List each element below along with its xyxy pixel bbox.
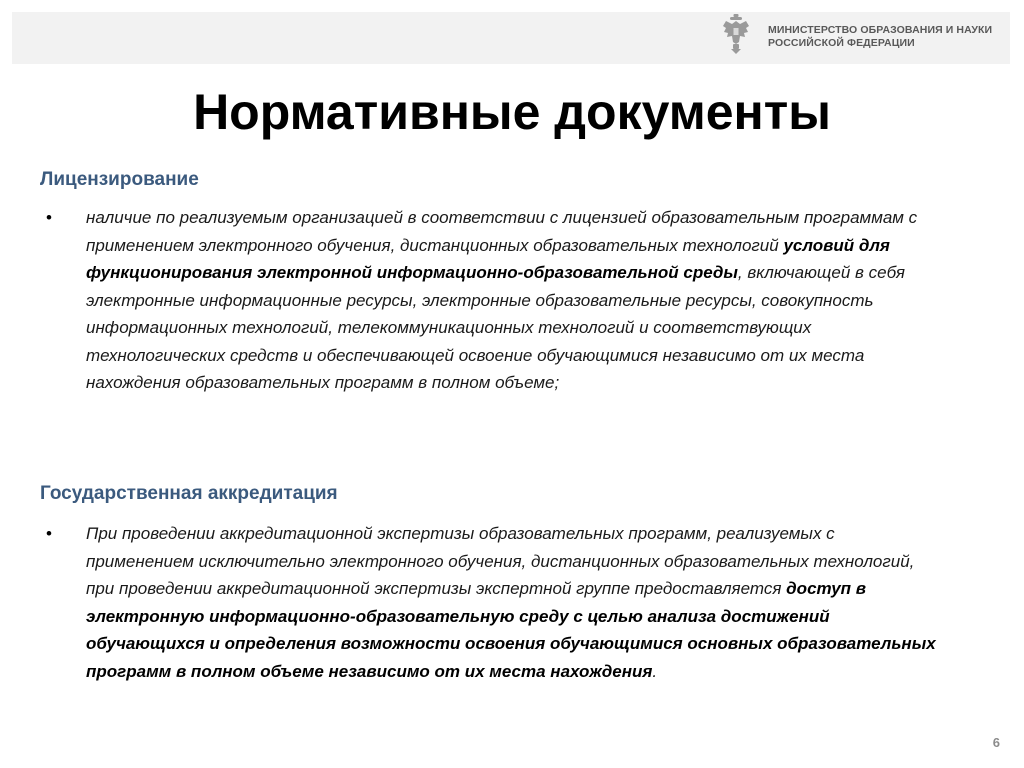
bullet-text-accreditation-part2: . bbox=[652, 661, 658, 681]
slide-title: Нормативные документы bbox=[193, 84, 831, 140]
bullet-dot-icon: • bbox=[46, 524, 52, 543]
double-headed-eagle-emblem-icon bbox=[722, 14, 750, 54]
bullet-text-licensing-part1: наличие по реализуемым организацией в соответствии с лицензией образовательным программам с применением электронного обучения, дистанционных образовательных технологий bbox=[86, 208, 918, 255]
bullet-text-licensing-emphasis: условий для функционирования электронной информационно-образовательной среды bbox=[86, 235, 890, 282]
ministry-name-line1: МИНИСТЕРСТВО ОБРАЗОВАНИЯ И НАУКИ bbox=[768, 24, 993, 36]
bullet-text-accreditation bbox=[86, 520, 946, 685]
bullet-text-licensing bbox=[86, 204, 946, 397]
bullet-item-accreditation bbox=[46, 520, 946, 685]
bullet-text-accreditation-emphasis: доступ в электронную информационно-образовательную среду с целью анализа достижений обучающихся и определения возможности освоения обучающимися основных образовательных программ в полном объеме независимо от их места нахождения bbox=[86, 579, 936, 681]
bullet-dot-icon: • bbox=[46, 208, 52, 227]
bullet-text-licensing-part2: , включающей в себя электронные информационные ресурсы, электронные образовательные ресурсы, совокупность информационных технологий, телекоммуникационных технологий и соответствующих технологических средств и обеспечивающей освоение обучающимися независимо от их места нахождения образовательных программ в полном объеме; bbox=[86, 263, 906, 392]
ministry-name-line2: РОССИЙСКОЙ ФЕДЕРАЦИИ bbox=[768, 37, 915, 49]
page-number: 6 bbox=[992, 735, 1000, 750]
section-heading-licensing: Лицензирование bbox=[40, 169, 199, 190]
bullet-item-licensing bbox=[46, 204, 946, 397]
ministry-name bbox=[768, 24, 1008, 50]
section-heading-accreditation: Государственная аккредитация bbox=[40, 483, 338, 504]
bullet-text-accreditation-part1: При проведении аккредитационной экспертизы образовательных программ, реализуемых с применением исключительно электронного обучения, дистанционных образовательных технологий, при проведении аккредитационной экспертизы экспертной группе предоставляется bbox=[86, 524, 915, 598]
